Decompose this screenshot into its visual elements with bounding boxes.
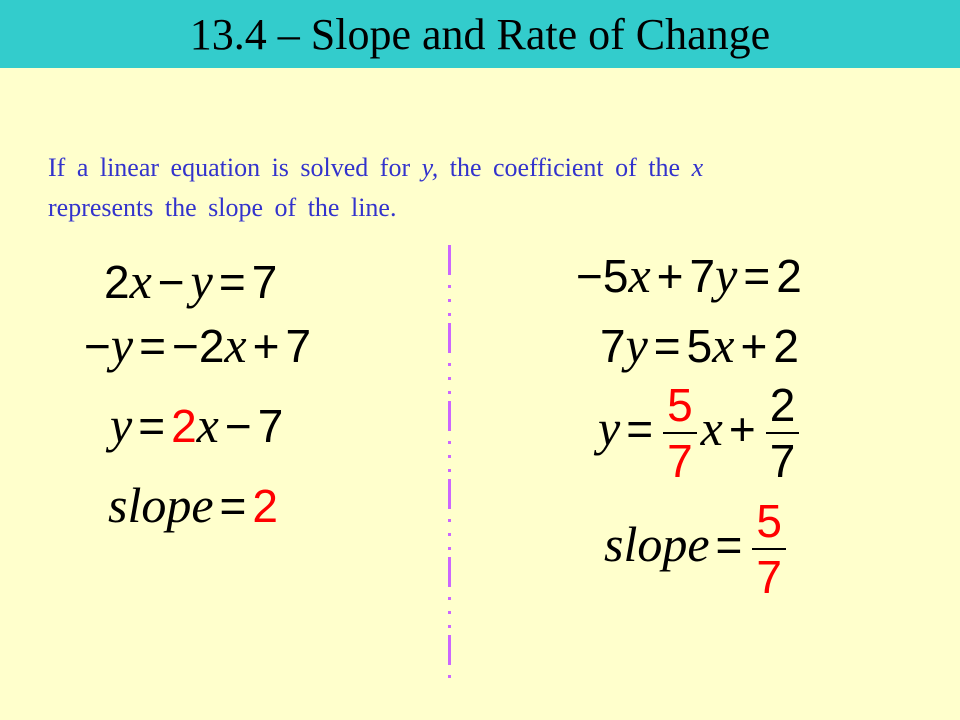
slope-fraction <box>752 495 786 603</box>
left-equation-3 <box>110 397 284 453</box>
intro-part-1: If a linear equation is solved for <box>48 153 422 182</box>
constant: 2 <box>773 320 799 372</box>
right-equation-2 <box>600 317 799 373</box>
slide-title: 13.4 – Slope and Rate of Change <box>189 9 771 59</box>
fraction-bar <box>663 432 697 434</box>
intro-var-x: x <box>691 153 704 182</box>
divider-dot <box>448 675 451 678</box>
var-x: x <box>700 400 723 457</box>
var-y: y <box>715 247 738 303</box>
divider-dot <box>448 533 451 536</box>
divider-dot <box>448 377 451 380</box>
intro-part-3: represents the slope of the line. <box>48 193 397 222</box>
constant-fraction <box>766 379 800 487</box>
constant: 2 <box>776 250 802 302</box>
equals: = <box>138 400 166 452</box>
dashed-divider <box>444 245 456 680</box>
fraction-bar <box>766 432 800 434</box>
equals: = <box>218 256 246 308</box>
operator: + <box>656 250 684 302</box>
var-x: x <box>196 397 219 453</box>
divider-dash <box>448 323 451 353</box>
divider-dash <box>448 245 451 275</box>
var-y: y <box>110 397 133 453</box>
coef: −2 <box>171 320 225 372</box>
slope-value: 2 <box>252 480 279 532</box>
divider-dash <box>448 635 451 665</box>
equals: = <box>653 320 681 372</box>
var-x: x <box>628 247 651 303</box>
constant-numerator: 2 <box>769 379 796 431</box>
right-slope <box>604 495 790 603</box>
var-x: x <box>129 253 152 309</box>
divider-dash <box>448 479 451 509</box>
coef-x: 5 <box>686 320 713 372</box>
var-y: y <box>110 317 134 373</box>
coef-y: 7 <box>600 320 626 372</box>
divider-dot <box>448 469 451 472</box>
divider-dot <box>448 299 451 302</box>
divider-dot <box>448 363 451 366</box>
right-equation-1 <box>576 247 802 303</box>
intro-var-y: y, <box>421 153 439 182</box>
var-x: x <box>224 317 247 373</box>
intro-text <box>48 148 918 228</box>
equals: = <box>219 480 247 532</box>
intro-part-2: the coefficient of the <box>438 153 692 182</box>
divider-dot <box>448 313 451 316</box>
coef: 2 <box>104 256 130 308</box>
slope-fraction <box>663 379 697 487</box>
operator: − <box>224 400 252 452</box>
title-bar <box>0 0 960 68</box>
slope-numerator: 5 <box>667 379 693 431</box>
equals: = <box>743 250 771 302</box>
divider-dot <box>448 611 451 614</box>
slope-word: slope <box>604 516 710 573</box>
constant: 7 <box>285 320 312 372</box>
slope-denominator: 7 <box>756 551 783 603</box>
var-y: y <box>625 317 648 373</box>
neg-sign: − <box>84 320 111 372</box>
divider-dot <box>448 625 451 628</box>
divider-dot <box>448 519 451 522</box>
coef-y: 7 <box>689 250 716 302</box>
var-y: y <box>190 253 213 309</box>
divider-dot <box>448 285 451 288</box>
fraction-bar <box>752 548 786 550</box>
slope-word: slope <box>108 477 214 533</box>
left-equation-2 <box>84 317 312 373</box>
operator: + <box>728 403 756 456</box>
slope-denominator: 7 <box>667 435 693 487</box>
left-slope <box>108 477 279 533</box>
constant: 7 <box>257 400 284 452</box>
divider-dot <box>448 391 451 394</box>
coef-x: −5 <box>576 250 629 302</box>
slope-numerator: 5 <box>756 495 783 547</box>
operator: + <box>740 320 768 372</box>
constant-denominator: 7 <box>769 435 796 487</box>
equals: = <box>626 403 654 456</box>
divider-dash <box>448 401 451 431</box>
right-equation-3 <box>598 379 803 487</box>
divider-marks <box>448 245 451 678</box>
left-equation-1 <box>104 253 278 309</box>
equals: = <box>139 320 166 372</box>
slope-coef: 2 <box>171 400 197 452</box>
divider-dot <box>448 441 451 444</box>
operator: + <box>252 320 280 372</box>
divider-dot <box>448 547 451 550</box>
equals: = <box>715 519 743 572</box>
operator: − <box>157 256 185 308</box>
var-y: y <box>598 400 621 457</box>
divider-dash <box>448 557 451 587</box>
divider-dot <box>448 597 451 600</box>
constant: 7 <box>251 256 278 308</box>
divider-dot <box>448 455 451 458</box>
var-x: x <box>712 317 735 373</box>
